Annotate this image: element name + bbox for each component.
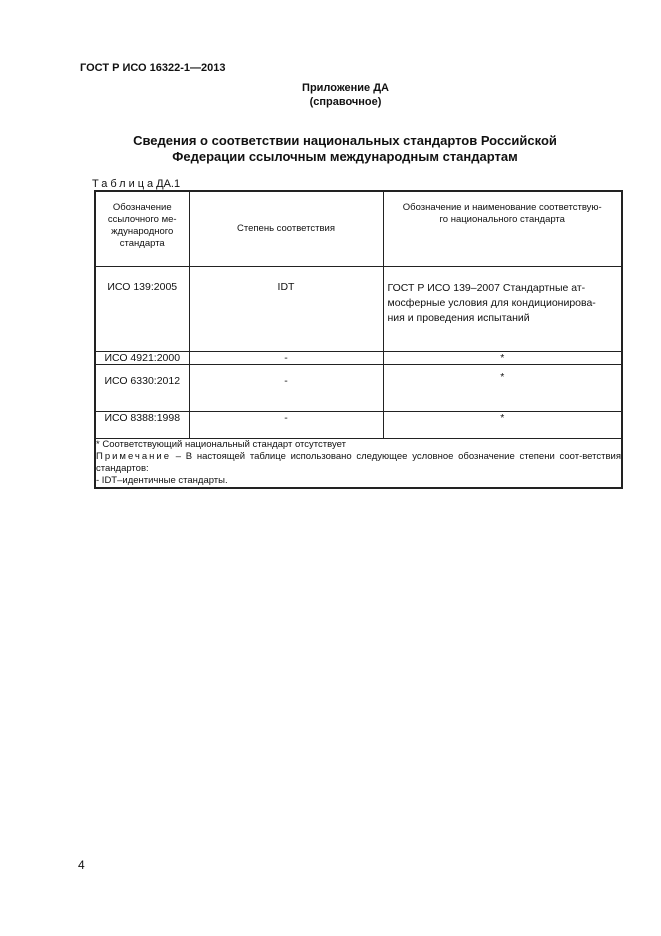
table-label-word: Таблица [92,178,157,190]
annex-type: (справочное) [309,96,382,108]
idt-legend: - IDT–идентичные стандарты. [96,475,228,486]
table-label-number: ДА.1 [156,178,181,190]
cell-standard: ИСО 139:2005 [95,267,189,352]
table-row [95,267,622,352]
annex-title: Приложение ДА [302,82,389,94]
column-header-degree: Степень соответствия [189,191,383,267]
table-header-row [95,191,622,267]
cell-standard: ИСО 6330:2012 [95,365,189,412]
cell-degree: - [189,412,383,439]
cell-degree: - [189,352,383,365]
cell-national: * [383,365,622,412]
table-row [95,412,622,439]
correspondence-table [94,190,623,489]
section-title: Сведения о соответствии национальных стандартов Российской Федерации ссылочным международным стандартам [133,133,557,164]
document-id: ГОСТ Р ИСО 16322-1—2013 [80,62,226,74]
cell-national: ГОСТ Р ИСО 139–2007 Стандартные ат- мосферные условия для кондиционирова- ния и проведения испытаний [383,267,622,352]
cell-degree: - [189,365,383,412]
remark-label: Примечание [96,451,171,462]
table-row [95,365,622,412]
cell-national: * [383,412,622,439]
column-header-national-standard: Обозначение и наименование соответствую- го национального стандарта [383,191,622,267]
footnote: * Соответствующий национальный стандарт отсутствует [96,439,346,450]
cell-standard: ИСО 4921:2000 [95,352,189,365]
remark [96,451,621,475]
remark-text: – В настоящей таблице использовано следующее условное обозначение степени соот-ветствия стандартов: [96,451,621,474]
table-notes [95,439,622,489]
cell-national: * [383,352,622,365]
cell-degree: IDT [189,267,383,352]
table-row [95,352,622,365]
table-notes-row [95,439,622,489]
table-label [92,178,180,190]
column-header-international-standard: Обозначение ссылочного ме- ждународного стандарта [95,191,189,267]
page-number: 4 [78,858,85,872]
cell-standard: ИСО 8388:1998 [95,412,189,439]
